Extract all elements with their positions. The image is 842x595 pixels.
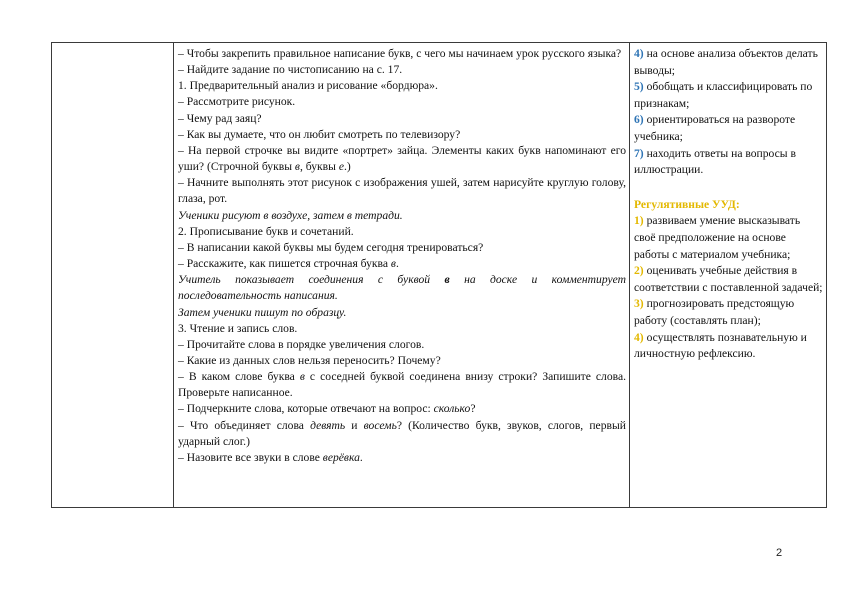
uud-item: 1) развиваем умение высказывать своё предположение на основе работы с материалом учебника;: [634, 214, 801, 261]
uud-item: 6) ориентироваться на развороте учебника;: [634, 113, 796, 143]
table-row: [52, 43, 827, 508]
text-line: – Как вы думаете, что он любит смотреть по телевизору?: [178, 127, 461, 141]
text-line: Затем ученики пишут по образцу.: [178, 305, 347, 319]
text-line: – Назовите все звуки в слове верёвка.: [178, 450, 363, 464]
uud-item: 2) оценивать учебные действия в соответствии с поставленной задачей;: [634, 264, 823, 294]
teacher-activity-cell: [174, 43, 630, 508]
text-line: – Чтобы закрепить правильное написание букв, с чего мы начинаем урок русского языка?: [178, 47, 622, 60]
uud-item: 4) осуществлять познавательную и личностную рефлексию.: [634, 330, 807, 361]
text-line: 3. Чтение и запись слов.: [178, 321, 298, 335]
text-line: – Начните выполнять этот рисунок с изображения ушей, затем нарисуйте круглую голову, глаза, рот.: [178, 176, 626, 206]
text-line: – Найдите задание по чистописанию на с. 17.: [178, 63, 403, 77]
text-line: – Какие из данных слов нельзя переносить? Почему?: [178, 353, 441, 367]
text-line: Ученики рисуют в воздухе, затем в тетради.: [178, 208, 403, 222]
stage-cell: [52, 43, 174, 508]
text-line: – Подчеркните слова, которые отвечают на вопрос: сколько?: [178, 402, 476, 416]
text-line: – Прочитайте слова в порядке увеличения слогов.: [178, 337, 425, 351]
text-line: – Что объединяет слова девять и восемь? (Количество букв, звуков, слогов, первый ударный слог.): [178, 418, 626, 448]
uud-cell: [630, 43, 827, 508]
uud-item: 5) обобщать и классифицировать по признакам;: [634, 80, 813, 110]
text-line: – В каком слове буква в с соседней буквой соединена внизу строки? Запишите слова. Проверьте написанное.: [178, 370, 626, 400]
text-line: 2. Прописывание букв и сочетаний.: [178, 224, 354, 238]
text-line: – Расскажите, как пишется строчная буква в.: [178, 257, 399, 271]
text-line: 1. Предварительный анализ и рисование «бордюра».: [178, 79, 438, 93]
uud-item: 3) прогнозировать предстоящую работу (составлять план);: [634, 297, 795, 327]
page-number: 2: [776, 547, 783, 559]
uud-item: 7) находить ответы на вопросы в иллюстрации.: [634, 146, 796, 177]
text-line: – В написании какой буквы мы будем сегодня тренироваться?: [178, 240, 484, 254]
uud-heading: Регулятивные УУД:: [634, 197, 740, 211]
text-line: Учитель показывает соединения с буквой в на доске и комментирует последовательность написания.: [178, 273, 627, 303]
text-line: – Чему рад заяц?: [178, 111, 262, 125]
uud-item: 4) на основе анализа объектов делать выводы;: [634, 47, 818, 77]
text-line: – На первой строчке вы видите «портрет» зайца. Элементы каких букв напоминают его уши? (Строчной буквы в, буквы е.): [178, 143, 626, 174]
text-line: – Рассмотрите рисунок.: [178, 95, 296, 109]
lesson-table: [51, 42, 827, 508]
